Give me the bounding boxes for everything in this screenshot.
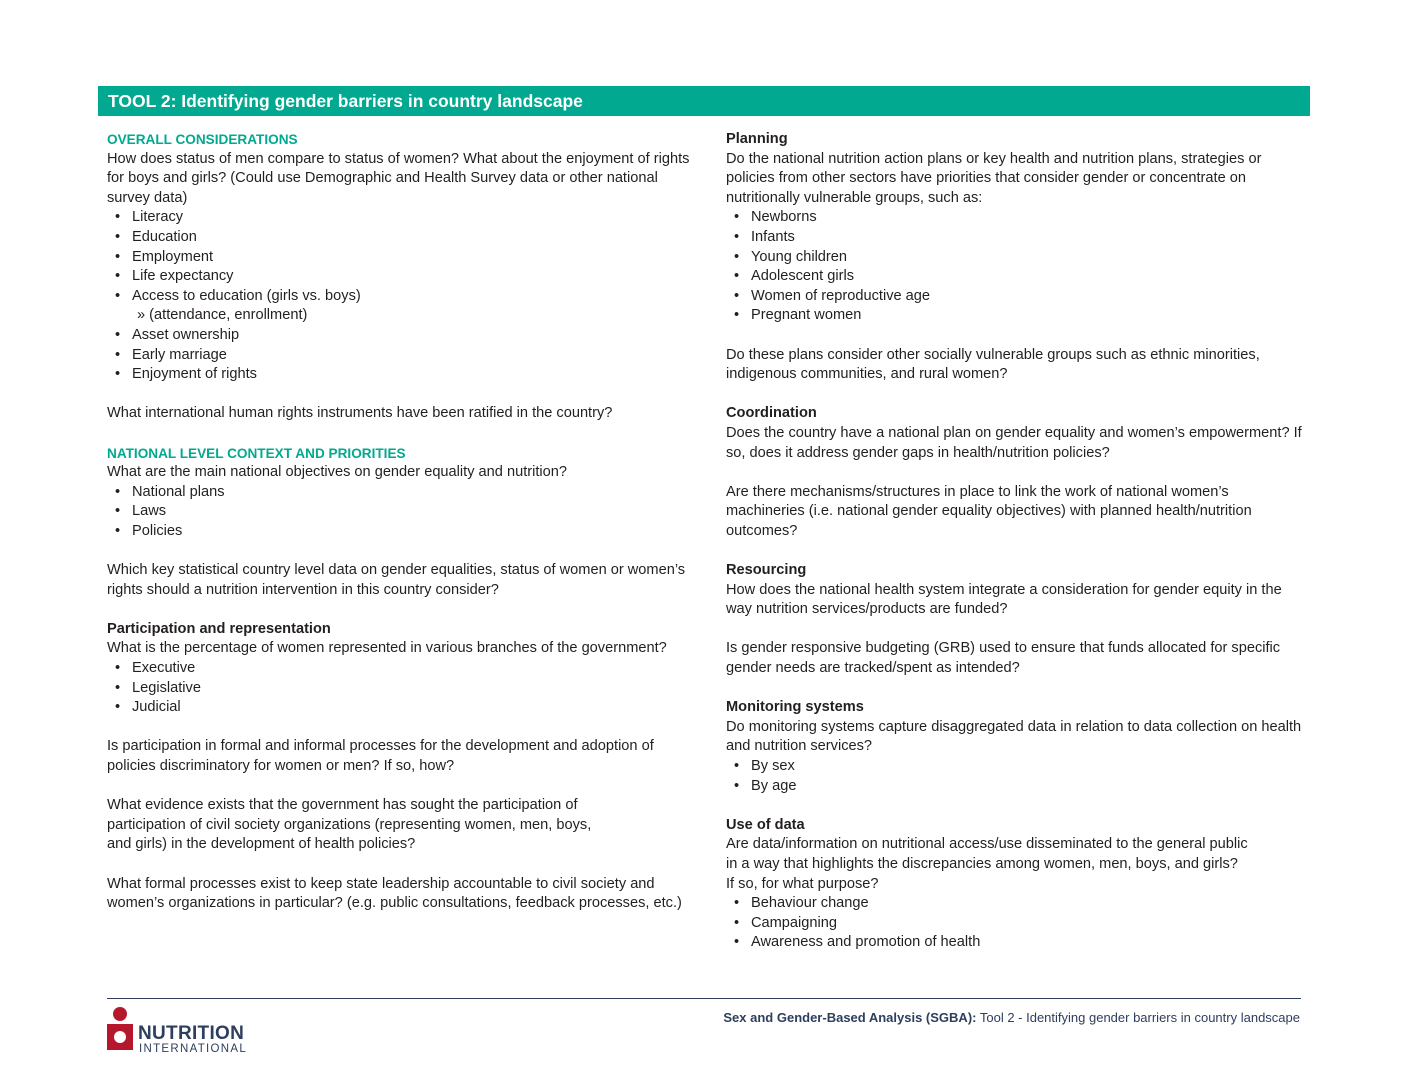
- footer-divider: [107, 998, 1301, 999]
- overall-list-continued: [107, 326, 695, 385]
- left-column: [107, 130, 695, 914]
- list-item: • Early marriage: [132, 346, 695, 366]
- page-title-banner: TOOL 2: Identifying gender barriers in country landscape: [98, 86, 1310, 116]
- list-item: • Access to education (girls vs. boys): [132, 287, 695, 307]
- list-item: • Literacy: [132, 208, 695, 228]
- accountability-question: What formal processes exist to keep state leadership accountable to civil society and women’s organizations in particular? (e.g. public consultations, feedback processes, etc.): [107, 875, 682, 912]
- list-item: • Employment: [132, 248, 695, 268]
- planning-list: [726, 208, 1310, 326]
- footer-label-bold: Sex and Gender-Based Analysis (SGBA):: [723, 1010, 977, 1025]
- use-of-data-question: Are data/information on nutritional access/use disseminated to the general public in a way that highlights the discrepancies among women, men, boys, and girls? If so, for what purpose?: [726, 836, 1248, 892]
- processes-question: Is participation in formal and informal processes for the development and adoption of policies discriminatory for women or men? If so, how?: [107, 738, 654, 774]
- monitoring-question: Do monitoring systems capture disaggregated data in relation to data collection on health and nutrition services?: [726, 718, 1302, 755]
- resourcing-heading: Resourcing: [726, 562, 807, 579]
- monitoring-list: [726, 757, 1310, 796]
- list-subitem: » (attendance, enrollment): [137, 307, 308, 324]
- national-question: What are the main national objectives on gender equality and nutrition?: [107, 464, 567, 481]
- list-item: • Newborns: [751, 208, 1310, 228]
- participation-question: What is the percentage of women represented in various branches of the government?: [107, 640, 667, 657]
- coordination-heading: Coordination: [726, 405, 817, 422]
- list-item: • By age: [751, 777, 1310, 797]
- list-item: • Behaviour change: [751, 894, 1310, 914]
- footer-label: [723, 1010, 1300, 1025]
- national-list: [107, 483, 695, 542]
- list-item: • Laws: [132, 502, 695, 522]
- logo-mark-icon: [107, 1024, 133, 1050]
- list-item: • Women of reproductive age: [751, 287, 1310, 307]
- evidence-question: What evidence exists that the government has sought the participation of participation of civil society organizations (representing women, men, boys, and girls) in the development of health policies?: [107, 797, 592, 853]
- monitoring-heading: Monitoring systems: [726, 699, 864, 716]
- grb-question: Is gender responsive budgeting (GRB) used to ensure that funds allocated for specific gender needs are tracked/spent as intended?: [726, 640, 1281, 677]
- logo-wordmark-sub: INTERNATIONAL: [139, 1043, 248, 1055]
- planning-question: Do the national nutrition action plans or key health and nutrition plans, strategies or policies from other sectors have priorities that consider gender or concentrate on nutritionally vulnerable groups, such as:: [726, 150, 1262, 206]
- participation-list: [107, 659, 695, 718]
- nutrition-international-logo: [107, 1007, 257, 1057]
- overall-list: [107, 208, 695, 306]
- list-item: • Legislative: [132, 679, 695, 699]
- list-item: • National plans: [132, 483, 695, 503]
- list-item: • Awareness and promotion of health: [751, 933, 1310, 953]
- list-item: • Young children: [751, 248, 1310, 268]
- mechanisms-question: Are there mechanisms/structures in place to link the work of national women’s machineries (i.e. national gender equality objectives) with planned health/nutrition outcomes?: [726, 483, 1252, 539]
- list-item: • Judicial: [132, 698, 695, 718]
- list-item: • Adolescent girls: [751, 267, 1310, 287]
- overall-question: How does status of men compare to status of women? What about the enjoyment of rights for boys and girls? (Could use Demographic and Health Survey data or other national survey data): [107, 150, 690, 206]
- coordination-question: Does the country have a national plan on gender equality and women’s empowerment? If so, does it address gender gaps in health/nutrition policies?: [726, 424, 1302, 461]
- list-item: • By sex: [751, 757, 1310, 777]
- list-item: • Campaigning: [751, 914, 1310, 934]
- vulnerable-groups-question: Do these plans consider other socially vulnerable groups such as ethnic minorities, indigenous communities, and rural women?: [726, 346, 1260, 383]
- list-item: • Infants: [751, 228, 1310, 248]
- statistical-question: Which key statistical country level data on gender equalities, status of women or women’s rights should a nutrition intervention in this country consider?: [107, 562, 686, 598]
- use-of-data-list: [726, 894, 1310, 953]
- right-column: [726, 130, 1310, 953]
- list-item: • Pregnant women: [751, 306, 1310, 326]
- list-item: • Policies: [132, 522, 695, 542]
- participation-heading: Participation and representation: [107, 620, 331, 637]
- logo-wordmark: NUTRITION: [138, 1023, 245, 1044]
- resourcing-question: How does the national health system integrate a consideration for gender equity in the way nutrition services/products are funded?: [726, 581, 1282, 618]
- use-of-data-heading: Use of data: [726, 816, 805, 833]
- planning-heading: Planning: [726, 131, 788, 147]
- list-item: • Enjoyment of rights: [132, 365, 695, 385]
- national-context-heading: NATIONAL LEVEL CONTEXT AND PRIORITIES: [107, 445, 406, 461]
- list-item: • Life expectancy: [132, 267, 695, 287]
- overall-considerations-heading: OVERALL CONSIDERATIONS: [107, 132, 298, 147]
- list-item: • Asset ownership: [132, 326, 695, 346]
- footer-label-rest: Tool 2 - Identifying gender barriers in country landscape: [976, 1010, 1300, 1025]
- logo-dot-icon: [113, 1007, 127, 1021]
- list-item: • Executive: [132, 659, 695, 679]
- instruments-question: What international human rights instruments have been ratified in the country?: [107, 405, 613, 422]
- list-item: • Education: [132, 228, 695, 248]
